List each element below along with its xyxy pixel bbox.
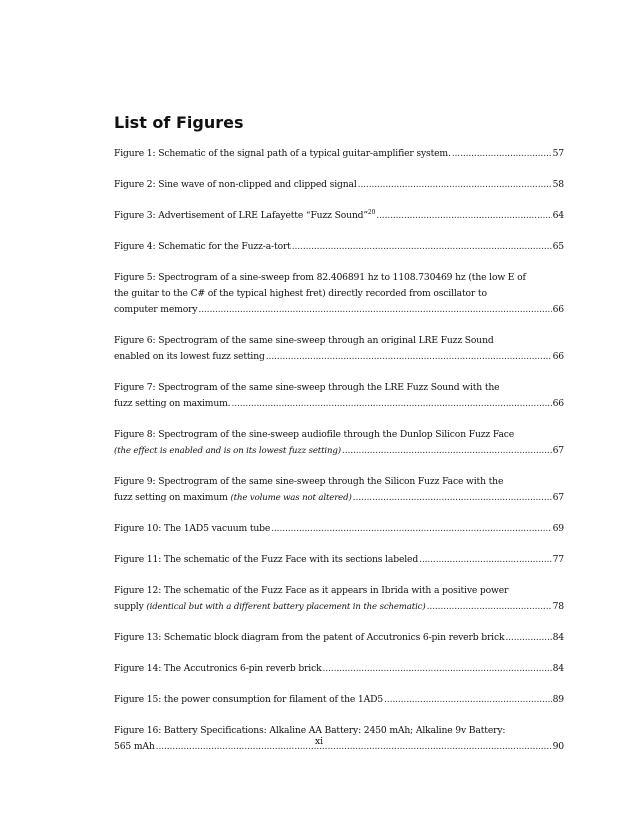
figure-caption-last-line [114,552,564,568]
figure-caption-note: (identical but with a different battery placement in the schematic) [146,602,426,612]
dot-leader [231,396,551,412]
figure-entry [114,146,564,162]
figure-caption-last-line [114,396,564,412]
footnote-marker: 20 [367,208,376,216]
figure-caption-last-line [114,146,564,162]
figure-page-number: 77 [552,554,564,565]
figure-page-number: 90 [552,741,564,752]
dot-leader [323,661,552,677]
figure-caption-last-line [114,239,564,255]
figure-caption-last-line [114,692,564,708]
dot-leader [419,552,552,568]
figure-entry [114,521,564,537]
figure-caption-note: (the volume was not altered) [230,493,352,503]
figure-caption-text: fuzz setting on maximum (the volume was not altered) [114,492,352,503]
figure-entry [114,692,564,708]
dot-leader [452,146,552,162]
figure-entry [114,333,564,365]
figure-page-number: 67 [552,445,564,456]
figure-entry [114,380,564,412]
figure-caption-last-line [114,490,564,506]
figure-caption-line: the guitar to the C# of the typical highest fret) directly recorded from oscillator to [114,288,487,299]
figure-caption-last-line [114,177,564,193]
dot-leader [353,490,552,506]
figure-page-number: 58 [552,179,564,190]
figure-caption-text: fuzz setting on maximum. [114,398,231,409]
figure-entry [114,177,564,193]
figure-page-number: 84 [552,632,564,643]
figure-caption-text: Figure 11: The schematic of the Fuzz Face with its sections labeled [114,554,419,565]
figure-caption-last-line [114,349,564,365]
figure-caption-note: (the effect is enabled and is on its lowest fuzz setting) [114,446,341,456]
figure-caption-text: Figure 4: Schematic for the Fuzz-a-tort [114,241,291,252]
page-title: List of Figures [114,113,244,132]
figure-caption-line: Figure 8: Spectrogram of the sine-sweep audiofile through the Dunlop Silicon Fuzz Face [114,429,515,440]
figure-caption-last-line [114,208,564,224]
figure-caption-text: Figure 14: The Accutronics 6-pin reverb brick [114,663,322,674]
figure-entry [114,427,564,459]
dot-leader [198,302,551,318]
figure-page-number: 66 [552,351,564,362]
figure-entry [114,583,564,615]
figure-entry [114,208,564,224]
dot-leader [358,177,552,193]
figure-entry [114,661,564,677]
figure-caption-last-line [114,599,564,615]
figure-page-number: 69 [552,523,564,534]
figure-caption-text: 565 mAh [114,741,155,752]
figure-page-number: 65 [552,241,564,252]
figure-caption-text: Figure 1: Schematic of the signal path of a typical guitar-amplifier system. [114,148,451,159]
figure-caption-text: computer memory [114,304,198,315]
figure-list [114,146,564,755]
figure-caption-line: Figure 12: The schematic of the Fuzz Face as it appears in Ibrida with a positive power [114,585,509,596]
figure-caption-last-line [114,521,564,537]
figure-caption-text: enabled on its lowest fuzz setting [114,351,265,362]
dot-leader [376,208,551,224]
figure-entry [114,552,564,568]
figure-caption-text: supply (identical but with a different battery placement in the schematic) [114,601,426,612]
figure-caption-text [114,443,341,459]
figure-caption-line: Figure 9: Spectrogram of the same sine-sweep through the Silicon Fuzz Face with the [114,476,504,487]
figure-caption-line: Figure 5: Spectrogram of a sine-sweep from 82.406891 hz to 1108.730469 hz (the low E of [114,272,526,283]
figure-caption-line: Figure 6: Spectrogram of the same sine-sweep through an original LRE Fuzz Sound [114,335,494,346]
figure-page-number: 66 [552,398,564,409]
figure-page-number: 78 [552,601,564,612]
figure-caption-text: Figure 10: The 1AD5 vacuum tube [114,523,271,534]
dot-leader [266,349,552,365]
figure-caption-last-line [114,302,564,318]
figure-caption-text: Figure 15: the power consumption for filament of the 1AD5 [114,694,384,705]
figure-entry [114,474,564,506]
figure-caption-line: Figure 7: Spectrogram of the same sine-sweep through the LRE Fuzz Sound with the [114,382,500,393]
figure-page-number: 66 [552,304,564,315]
figure-caption-text: Figure 2: Sine wave of non-clipped and clipped signal [114,179,357,190]
figure-page-number: 64 [552,210,564,221]
dot-leader [271,521,551,537]
figure-page-number: 57 [552,148,564,159]
dot-leader [505,630,551,646]
figure-entry [114,630,564,646]
figure-entry [114,270,564,318]
figure-page-number: 89 [552,694,564,705]
figure-caption-text: Figure 13: Schematic block diagram from the patent of Accutronics 6-pin reverb brick [114,632,505,643]
dot-leader [292,239,552,255]
figure-caption-text: Figure 3: Advertisement of LRE Lafayette “Fuzz Sound”$^{20}$ [114,208,376,221]
figure-caption-last-line [114,661,564,677]
figure-caption-last-line [114,443,564,459]
dot-leader [384,692,552,708]
figure-caption-last-line [114,630,564,646]
figure-entry [114,239,564,255]
dot-leader [342,443,552,459]
figure-page-number: 67 [552,492,564,503]
figure-page-number: 84 [552,663,564,674]
page-number: xi [314,736,324,747]
dot-leader [427,599,552,615]
figure-caption-line: Figure 16: Battery Specifications: Alkaline AA Battery: 2450 mAh; Alkaline 9v Battery: [114,725,506,736]
